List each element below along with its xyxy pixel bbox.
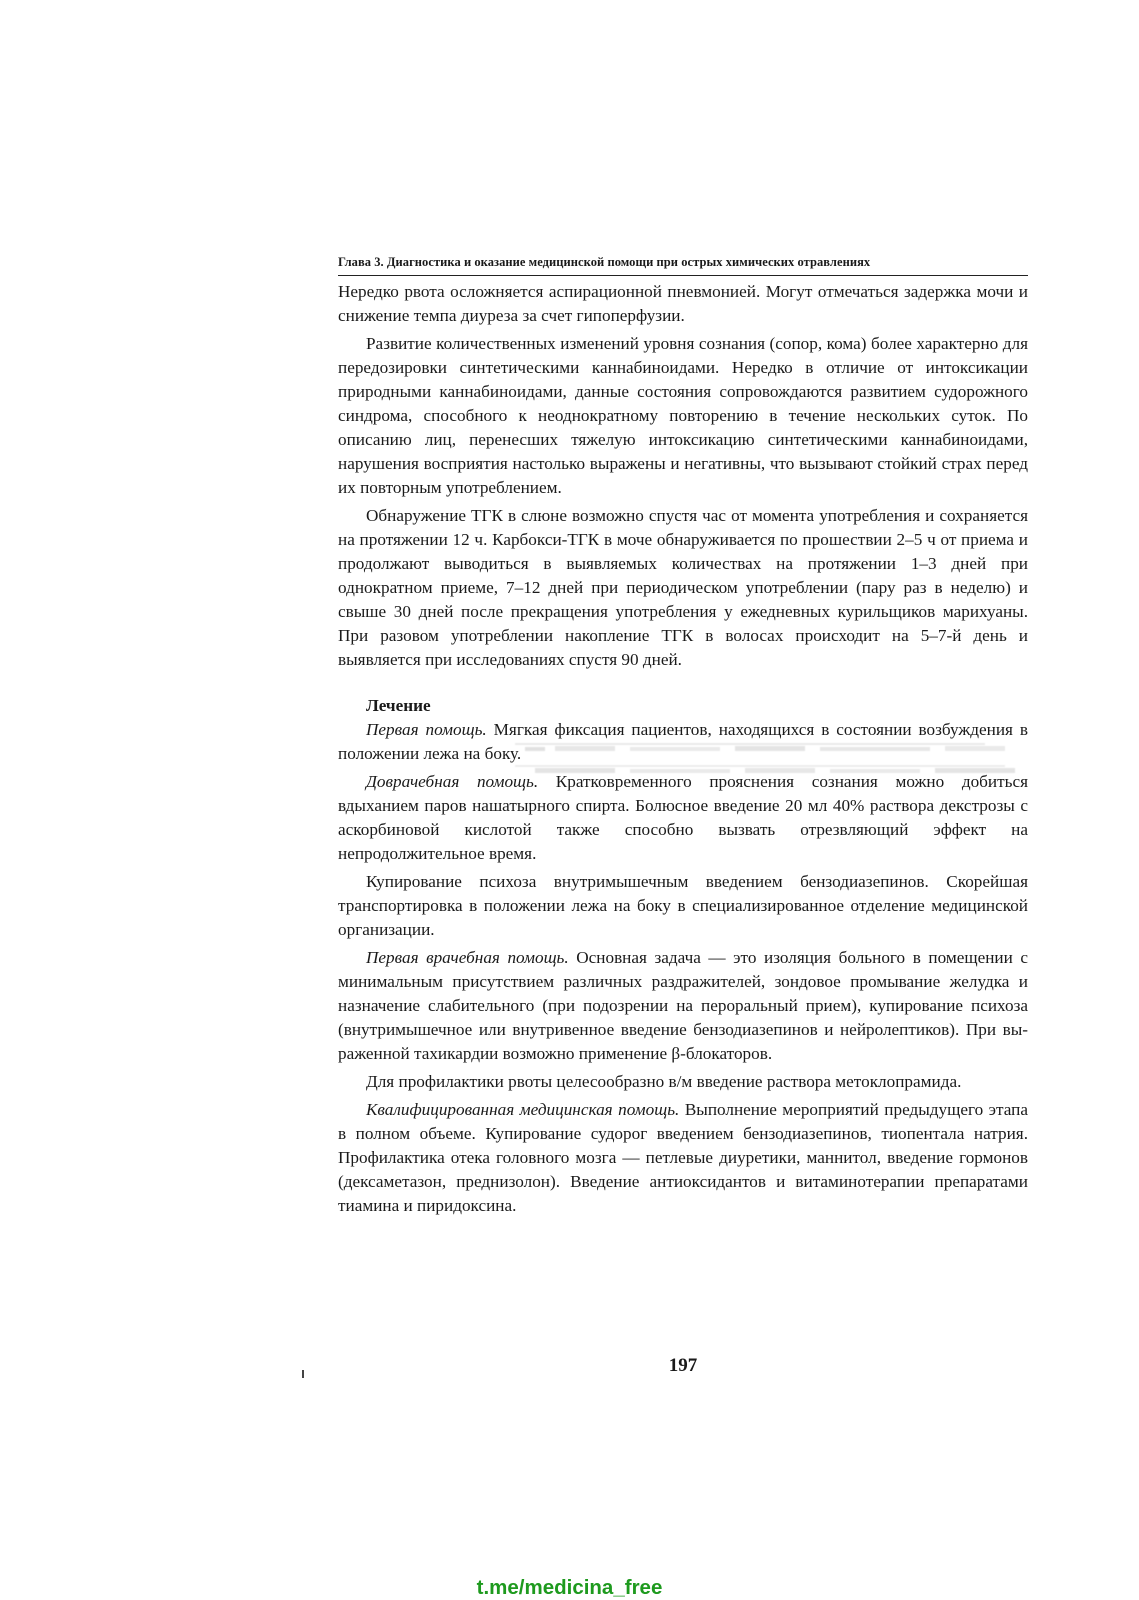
- paragraph: [338, 1098, 1028, 1218]
- paragraph-label: Первая врачебная помощь.: [366, 948, 569, 967]
- bleed-through-smudge: [515, 735, 1030, 775]
- paragraph: Развитие количественных изменений уровня сознания (сопор, кома) более характерно для передозировки синтетическими каннабиноидами. Нередко в отличие от интоксикации природными каннабиноидами, данные состояния сопровождаются развитием судорожного синдрома, способного к неоднократному повторению в течение нескольких суток. По описанию лиц, перенесших тяжелую интоксикацию синтетическими каннабиноидами, нарушения восприятия настолько выражены и негативны, что вызывают стойкий страх перед их повторным употреблением.: [338, 334, 1028, 497]
- paragraph-text: Выполнение мероприятий предыдущего этапа в полном объеме. Купирование судорог введением бензодиазепинов, тиопентала натрия. Профилактика отека головного мозга — петлевые диуретики, маннитол, введение гормонов (дексаметазон, преднизолон). Введение антиоксидантов и витаминотерапии препаратами тиамина и пиридоксина.: [338, 1100, 1029, 1215]
- section-heading: Лечение: [366, 696, 431, 715]
- paragraph: Обнаружение ТГК в слюне возможно спустя час от момента употребления и сохраняется на протяжении 12 ч. Карбокси-ТГК в моче обнаруживается по прошествии 2–5 ч от приема и продолжают выводиться в выявляемых количествах на протяжении 1–3 дней при однократном приеме, 7–12 дней при периодическом употреблении (пару раз в неделю) и свыше 30 дней после прекращения употребления у ежедневных курильщиков марихуаны. При разовом употреблении накопление ТГК в волосах происходит на 5–7-й день и выявляется при исследованиях спустя 90 дней.: [338, 506, 1028, 669]
- paragraph-text: Мягкая фиксация пациентов, находящихся в состоянии возбуждения в положении лежа на боку.: [338, 720, 1028, 763]
- bleed-through-graphic: [515, 735, 1030, 775]
- paragraph: Для профилактики рвоты целесообразно в/м введение раствора метоклопрамида.: [366, 1072, 962, 1091]
- footer-link[interactable]: t.me/medicina_free: [476, 1576, 663, 1599]
- paragraph: Нередко рвота осложняется аспирационной пневмонией. Могут отмечаться задержка мочи и снижение темпа диуреза за счет гипоперфузии.: [338, 282, 1028, 325]
- paragraph: [338, 946, 1028, 1066]
- paragraph-label: Первая помощь.: [366, 720, 487, 739]
- running-header: Глава 3. Диагностика и оказание медицинской помощи при острых химических отравлениях: [338, 255, 1028, 276]
- paragraph-label: Доврачебная помощь.: [366, 772, 539, 791]
- scan-speck: [300, 1370, 310, 1380]
- paragraph-label: Квалифицированная медицинская помощь.: [366, 1100, 680, 1119]
- paragraph-text: Основная задача — это изоляция больного в помещении с минимальным присутствием различных раздражителей, зондовое промывание желудка и назначение слабительного (при подозрении на пероральный прием), купирование психоза (внутримышечное или внутривенное введение бензодиазепинов и нейролептиков). При выраженной тахикардии возможно применение β-блокаторов.: [338, 948, 1029, 1063]
- paragraph-text: Кратковременного прояснения сознания можно добиться вдыханием паров нашатырного спирта. Болюсное введение 20 мл 40% раствора декстрозы с аскорбиновой кислотой также способно вызвать отрезвляющий эффект на непродолжительное время.: [338, 772, 1029, 863]
- page-number: 197: [668, 1355, 698, 1376]
- paragraph: [338, 770, 1028, 866]
- paragraph: Купирование психоза внутримышечным введением бензодиазепинов. Скорейшая транспортировка в положении лежа на боку в специализированное отделение медицинской организации.: [338, 872, 1028, 939]
